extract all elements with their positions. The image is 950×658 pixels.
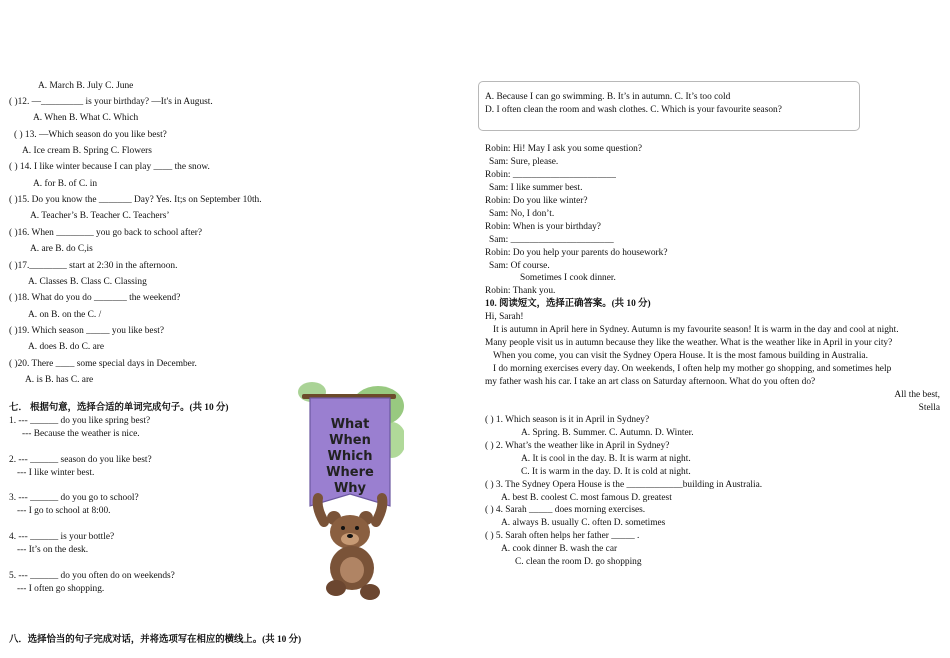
question-line: ( )19. Which season _____ you like best? [9, 326, 165, 336]
reading-question: ( ) 2. What’s the weather like in April in Sydney? [485, 441, 670, 451]
option-line: A. is B. has C. are [25, 375, 94, 385]
section-8-title: 八．选择恰当的句子完成对话，并将选项写在相应的横线上。(共 10 分) [9, 635, 302, 645]
fill-question: 5. --- ______ do you often do on weekends? [9, 571, 175, 581]
dialogue-line: Robin: Do you help your parents do housework? [485, 248, 668, 258]
fill-question: 3. --- ______ do you go to school? [9, 493, 139, 503]
reading-question: ( ) 5. Sarah often helps her father _____ . [485, 531, 640, 541]
reading-options: A. It is cool in the day. B. It is warm at night. [521, 454, 691, 464]
options-line: D. I often clean the room and wash clothes. C. Which is your favourite season? [485, 105, 782, 115]
reading-options: A. best B. coolest C. most famous D. greatest [501, 493, 672, 503]
fill-question: 4. --- ______ is your bottle? [9, 532, 115, 542]
fill-answer: --- I like winter best. [17, 468, 95, 478]
reading-options: A. always B. usually C. often D. sometimes [501, 518, 666, 528]
bear-belly [340, 557, 364, 583]
fill-answer: --- Because the weather is nice. [22, 429, 140, 439]
option-line: A. does B. do C. are [28, 342, 105, 352]
dialogue-line: Robin: Do you like winter? [485, 196, 588, 206]
question-line: ( )16. When ________ you go back to school after? [9, 228, 203, 238]
options-line: A. Because I can go swimming. B. It’s in autumn. C. It’s too cold [485, 92, 731, 102]
fill-answer: --- It’s on the desk. [17, 545, 89, 555]
fill-answer: --- I often go shopping. [17, 584, 105, 594]
letter-signature: Stella [918, 403, 940, 413]
question-line: ( ) 14. I like winter because I can play ____ the snow. [9, 162, 210, 172]
dialogue-line: Robin: ______________________ [485, 170, 616, 180]
bear-leg [360, 584, 380, 600]
reading-question: ( ) 1. Which season is it in April in Sydney? [485, 415, 650, 425]
dialogue-line: Sam: ______________________ [489, 235, 614, 245]
banner-word: Where [326, 465, 374, 480]
option-line: A. Classes B. Class C. Classing [28, 277, 147, 287]
fill-question: 1. --- ______ do you like spring best? [9, 416, 151, 426]
option-line: A. March B. July C. June [38, 81, 134, 91]
reading-options: C. clean the room D. go shopping [515, 557, 642, 567]
option-line: A. When B. What C. Which [33, 113, 139, 123]
option-line: A. on B. on the C. / [28, 310, 102, 320]
option-line: A. Teacher’s B. Teacher C. Teachers’ [30, 211, 170, 221]
dialogue-line: Sam: I like summer best. [489, 183, 583, 193]
reading-options: C. It is warm in the day. D. It is cold at night. [521, 467, 691, 477]
question-line: ( )17.________ start at 2:30 in the afternoon. [9, 261, 178, 271]
bear-banner-illustration [298, 382, 404, 602]
bear-nose [347, 534, 353, 538]
question-line: ( )18. What do you do _______ the weekend? [9, 293, 181, 303]
option-line: A. Ice cream B. Spring C. Flowers [22, 146, 152, 156]
banner-word: When [329, 433, 371, 448]
bear-eye [355, 526, 359, 530]
section-10-title: 10. 阅读短文，选择正确答案。(共 10 分) [485, 299, 651, 309]
bear-banner-svg [298, 382, 404, 602]
reading-question: ( ) 3. The Sydney Opera House is the ____________building in Australia. [485, 480, 763, 490]
option-line: A. for B. of C. in [33, 179, 98, 189]
banner-word: Which [327, 449, 373, 464]
dialogue-line: Sam: No, I don’t. [489, 209, 555, 219]
section-7-title: 七． 根据句意，选择合适的单词完成句子。(共 10 分) [9, 403, 229, 413]
banner-word: Why [333, 481, 367, 496]
reading-question: ( ) 4. Sarah _____ does morning exercises. [485, 505, 646, 515]
letter-closing: All the best, [894, 390, 940, 400]
letter-line: It is autumn in April here in Sydney. Autumn is my favourite season! It is warm in the day and cool at night. [493, 325, 899, 335]
bear-leg [326, 580, 346, 596]
question-line: ( )20. There ____ some special days in December. [9, 359, 197, 369]
fill-answer: --- I go to school at 8:00. [17, 506, 111, 516]
letter-line: I do morning exercises every day. On weekends, I often help my mother go shopping, and sometimes help [493, 364, 892, 374]
dialogue-line: Sam: Sure, please. [489, 157, 559, 167]
dialogue-line: Sometimes I cook dinner. [520, 273, 616, 283]
fill-question: 2. --- ______ season do you like best? [9, 455, 152, 465]
banner-word: What [330, 417, 370, 432]
question-line: ( ) 13. —Which season do you like best? [14, 130, 167, 140]
letter-line: When you come, you can visit the Sydney Opera House. It is the most famous building in Australia. [493, 351, 868, 361]
letter-greeting: Hi, Sarah! [485, 312, 524, 322]
dialogue-line: Robin: Thank you. [485, 286, 556, 296]
option-line: A. are B. do C,is [30, 244, 93, 254]
dialogue-line: Sam: Of course. [489, 261, 550, 271]
reading-options: A. Spring. B. Summer. C. Autumn. D. Winter. [521, 428, 694, 438]
letter-line: Many people visit us in autumn because they like the weather. What is the weather like in April in your city? [485, 338, 893, 348]
bear-eye [341, 526, 345, 530]
dialogue-line: Robin: Hi! May I ask you some question? [485, 144, 643, 154]
letter-line: my father wash his car. I take an art class on Saturday afternoon. What do you often do? [485, 377, 816, 387]
question-line: ( )15. Do you know the _______ Day? Yes. It;s on September 10th. [9, 195, 262, 205]
dialogue-line: Robin: When is your birthday? [485, 222, 601, 232]
reading-options: A. cook dinner B. wash the car [501, 544, 618, 554]
question-line: ( )12. —_________ is your birthday? —It's in August. [9, 97, 213, 107]
